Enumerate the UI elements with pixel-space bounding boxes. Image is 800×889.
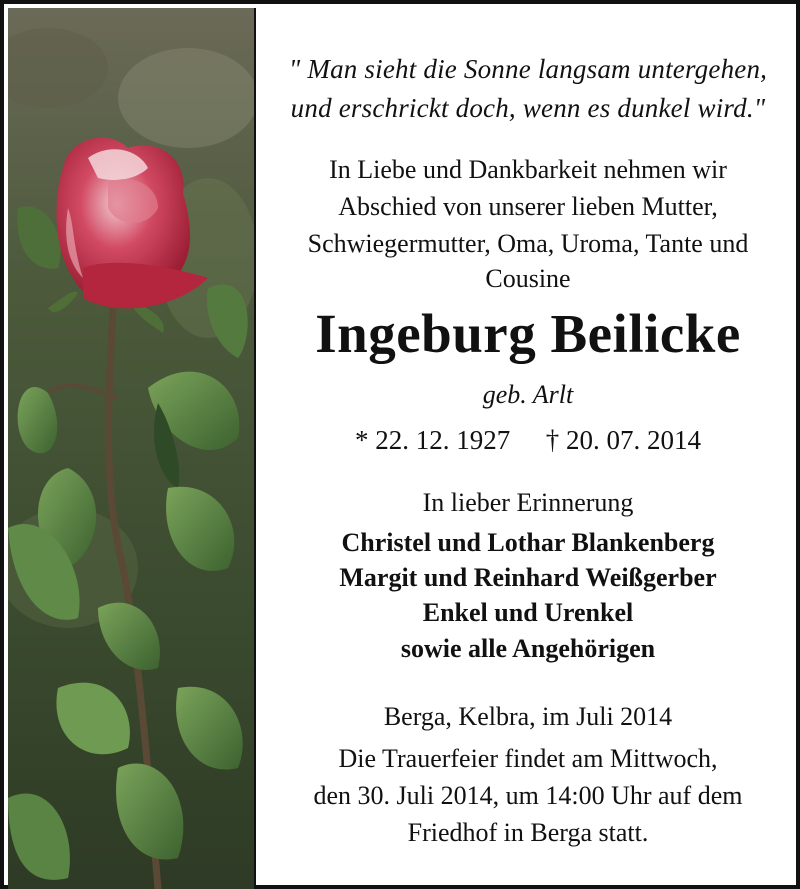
place-date: Berga, Kelbra, im Juli 2014 (383, 702, 673, 731)
memory-heading: In lieber Erinnerung (422, 488, 634, 517)
intro-line-2: Abschied von unserer lieben Mutter, (338, 192, 718, 221)
funeral-line-1: Die Trauerfeier findet am Mittwoch, (338, 744, 718, 773)
deceased-name: Ingeburg Beilicke (315, 303, 741, 364)
mourner-line-1: Christel und Lothar Blankenberg (341, 528, 715, 557)
intro-line-1: In Liebe und Dankbarkeit nehmen wir (329, 155, 727, 184)
quote-line-1: " Man sieht die Sonne langsam untergehen, (288, 54, 768, 84)
intro-line-3: Schwiegermutter, Oma, Uroma, Tante und (307, 229, 749, 258)
intro-line-4: Cousine (485, 264, 571, 293)
mourner-line-3: Enkel und Urenkel (422, 598, 634, 627)
birth-date: * 22. 12. 1927 (355, 425, 511, 455)
maiden-name: geb. Arlt (482, 380, 574, 409)
mourner-line-2: Margit und Reinhard Weißgerber (339, 563, 717, 592)
quote-line-2: und erschrickt doch, wenn es dunkel wird." (290, 93, 766, 123)
death-date: † 20. 07. 2014 (545, 425, 701, 455)
notice-text (256, 8, 800, 889)
mourner-line-4: sowie alle Angehörigen (400, 634, 656, 663)
funeral-line-3: Friedhof in Berga statt. (407, 818, 649, 847)
funeral-line-2: den 30. Juli 2014, um 14:00 Uhr auf dem (313, 781, 743, 810)
rose-photo (8, 8, 254, 889)
life-dates (256, 425, 800, 456)
